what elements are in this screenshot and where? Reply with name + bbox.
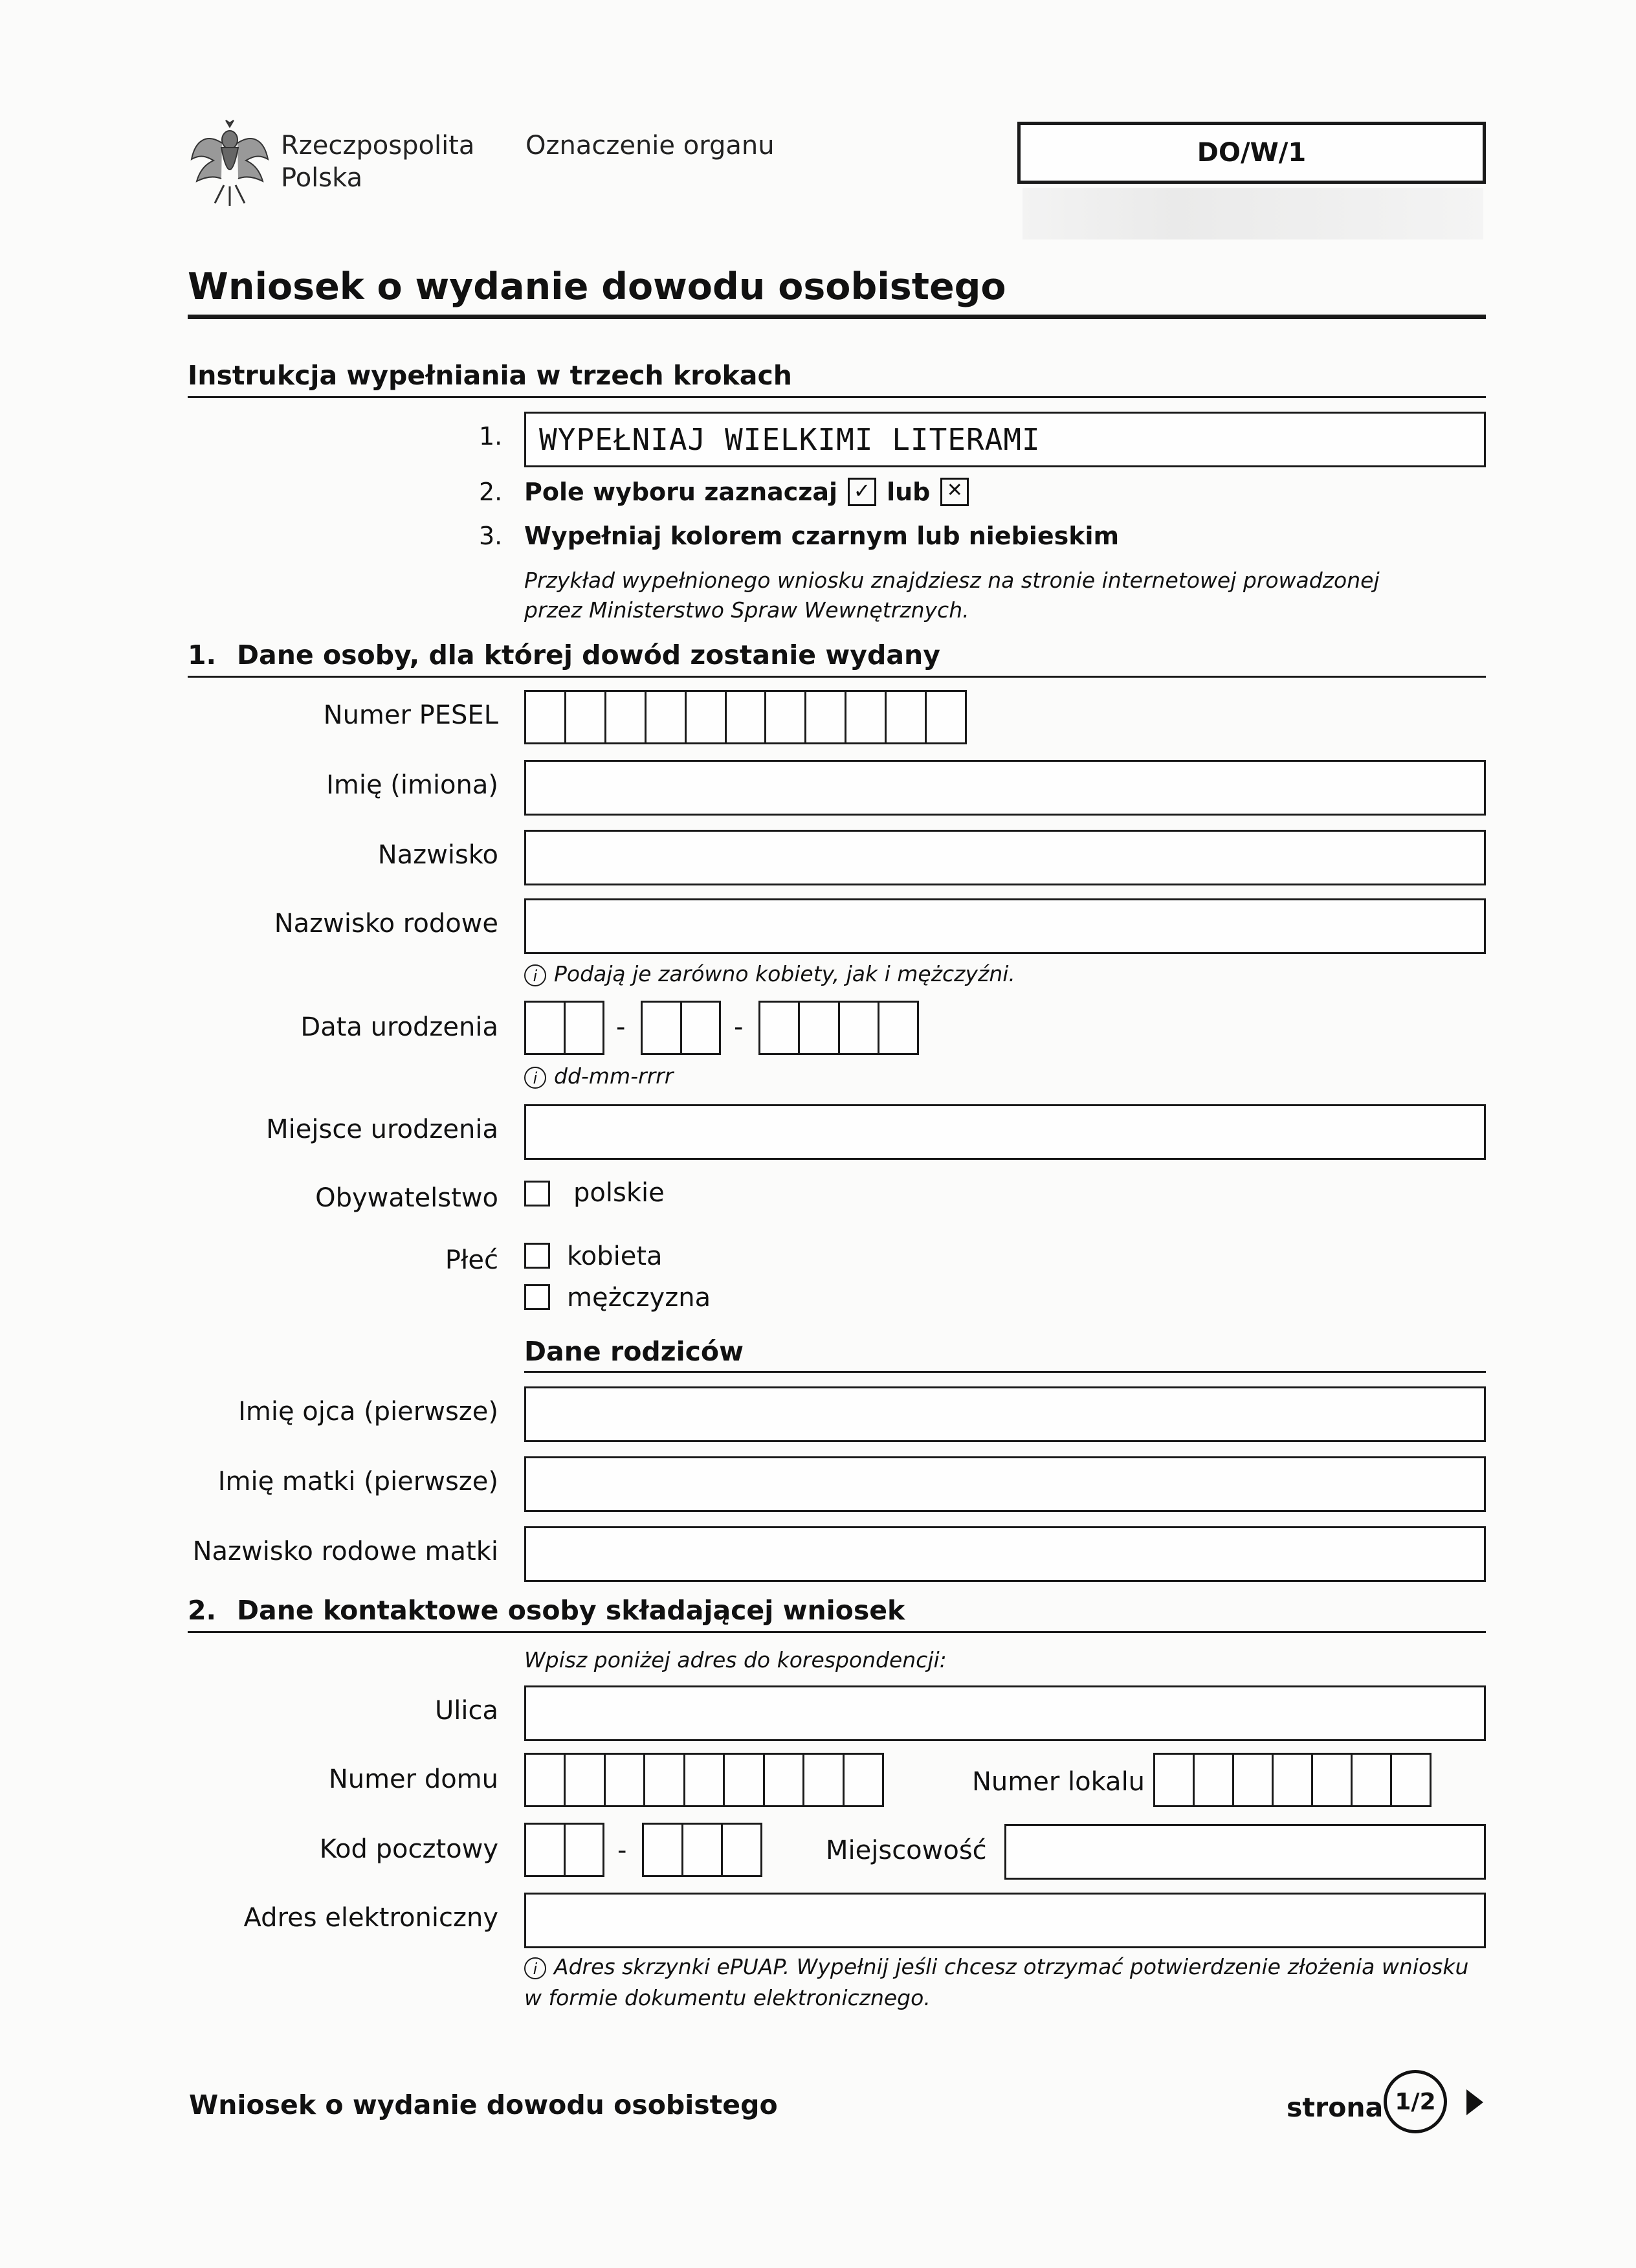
polish-eagle-emblem-icon	[188, 114, 272, 211]
page-number-badge	[1384, 2070, 1447, 2133]
step2-number: 2.	[479, 478, 503, 506]
section2-title: Dane kontaktowe osoby składającej wniosek	[237, 1595, 905, 1626]
instructions-heading: Instrukcja wypełniania w trzech krokach	[188, 360, 792, 391]
postal-code-part1-input[interactable]	[524, 1823, 604, 1877]
postal-separator: -	[617, 1836, 627, 1865]
email-input[interactable]	[524, 1893, 1486, 1948]
parents-rule	[524, 1371, 1486, 1373]
birth-place-input[interactable]	[524, 1104, 1486, 1160]
step3-text: Wypełniaj kolorem czarnym lub niebieskim	[524, 522, 1120, 550]
form-code: DO/W/1	[1197, 138, 1307, 168]
info-icon: i	[524, 964, 546, 986]
section2-number: 2.	[188, 1595, 217, 1626]
citizenship-polish-checkbox[interactable]	[524, 1181, 550, 1206]
cross-example-icon: ✕	[940, 478, 969, 506]
surname-label: Nazwisko	[377, 840, 498, 870]
country-name-line2: Polska	[281, 163, 363, 193]
apartment-number-input[interactable]	[1153, 1753, 1432, 1807]
city-label: Miejscowość	[826, 1836, 987, 1865]
mother-name-label: Imię matki (pierwsze)	[217, 1467, 498, 1496]
surname-input[interactable]	[524, 830, 1486, 885]
postal-code-part2-input[interactable]	[642, 1823, 762, 1877]
house-number-label: Numer domu	[328, 1764, 498, 1794]
house-number-input[interactable]	[524, 1753, 884, 1807]
birth-surname-info-text: Podają je zarówno kobiety, jak i mężczyźni.	[554, 961, 1015, 986]
father-name-label: Imię ojca (pierwsze)	[238, 1397, 498, 1427]
mother-birth-surname-input[interactable]	[524, 1526, 1486, 1582]
scan-smudge	[1022, 188, 1483, 239]
street-input[interactable]	[524, 1685, 1486, 1741]
citizenship-polish-label: polskie	[573, 1178, 665, 1208]
date-separator: -	[616, 1012, 626, 1042]
page-number: 1/2	[1395, 2088, 1436, 2115]
instructions-rule	[188, 396, 1486, 398]
sex-female-label: kobieta	[567, 1241, 663, 1271]
birth-surname-info	[524, 959, 1015, 989]
email-info-line1: Adres skrzynki ePUAP. Wypełnij jeśli chcesz otrzymać potwierdzenie złożenia wniosku	[554, 1954, 1469, 1979]
email-info	[524, 1952, 1468, 1982]
step1-number: 1.	[479, 422, 503, 450]
step2-instruction: Pole wyboru zaznaczaj	[524, 478, 838, 506]
page-title: Wniosek o wydanie dowodu osobistego	[188, 265, 1006, 308]
birth-date-info	[524, 1062, 673, 1091]
sex-label: Płeć	[445, 1245, 498, 1275]
instructions-note-line2: przez Ministerstwo Spraw Wewnętrznych.	[524, 597, 969, 623]
pesel-input[interactable]	[524, 690, 967, 744]
page-label: strona	[1287, 2092, 1384, 2123]
birth-place-label: Miejsce urodzenia	[266, 1115, 498, 1144]
pesel-label: Numer PESEL	[323, 700, 498, 730]
section1-rule	[188, 676, 1486, 678]
first-name-label: Imię (imiona)	[326, 770, 498, 800]
mother-birth-surname-label: Nazwisko rodowe matki	[192, 1537, 498, 1566]
step2-or: lub	[887, 478, 931, 506]
address-hint: Wpisz poniżej adres do korespondencji:	[524, 1647, 947, 1673]
parents-heading: Dane rodziców	[524, 1336, 744, 1367]
birth-date-info-text: dd-mm-rrrr	[554, 1063, 674, 1089]
sex-male-label: mężczyzna	[567, 1283, 711, 1313]
city-input[interactable]	[1004, 1824, 1486, 1880]
instructions-note-line1: Przykład wypełnionego wniosku znajdziesz na stronie internetowej prowadzonej	[524, 568, 1380, 593]
citizenship-label: Obywatelstwo	[315, 1183, 498, 1213]
sex-male-checkbox[interactable]	[524, 1284, 550, 1310]
next-page-arrow-icon[interactable]	[1465, 2088, 1485, 2117]
birth-surname-label: Nazwisko rodowe	[274, 909, 498, 939]
apartment-number-label: Numer lokalu	[972, 1767, 1145, 1797]
check-example-icon: ✓	[848, 478, 876, 506]
step3-number: 3.	[479, 522, 503, 550]
birth-year-input[interactable]	[758, 1001, 919, 1055]
postal-code-label: Kod pocztowy	[319, 1834, 498, 1864]
step1-example-text: WYPEŁNIAJ WIELKIMI LITERAMI	[539, 422, 1041, 457]
info-icon: i	[524, 1067, 546, 1089]
section1-number: 1.	[188, 639, 217, 671]
info-icon: i	[524, 1957, 546, 1979]
form-code-box	[1017, 122, 1486, 184]
sex-female-checkbox[interactable]	[524, 1243, 550, 1269]
step2-text	[524, 478, 969, 506]
birth-month-input[interactable]	[641, 1001, 721, 1055]
email-info-line2: w formie dokumentu elektronicznego.	[524, 1985, 931, 2010]
first-name-input[interactable]	[524, 760, 1486, 816]
title-rule	[188, 315, 1486, 319]
footer-title: Wniosek o wydanie dowodu osobistego	[189, 2089, 778, 2120]
organ-designation-label: Oznaczenie organu	[525, 131, 775, 161]
birth-day-input[interactable]	[524, 1001, 604, 1055]
email-label: Adres elektroniczny	[243, 1903, 498, 1933]
date-separator: -	[734, 1012, 744, 1042]
country-name-line1: Rzeczpospolita	[281, 131, 475, 161]
birth-surname-input[interactable]	[524, 898, 1486, 954]
father-name-input[interactable]	[524, 1386, 1486, 1442]
birth-date-label: Data urodzenia	[300, 1012, 498, 1042]
street-label: Ulica	[434, 1696, 498, 1726]
section1-title: Dane osoby, dla której dowód zostanie wydany	[237, 639, 940, 671]
section2-rule	[188, 1631, 1486, 1633]
step1-example-box	[524, 412, 1486, 467]
mother-name-input[interactable]	[524, 1456, 1486, 1512]
